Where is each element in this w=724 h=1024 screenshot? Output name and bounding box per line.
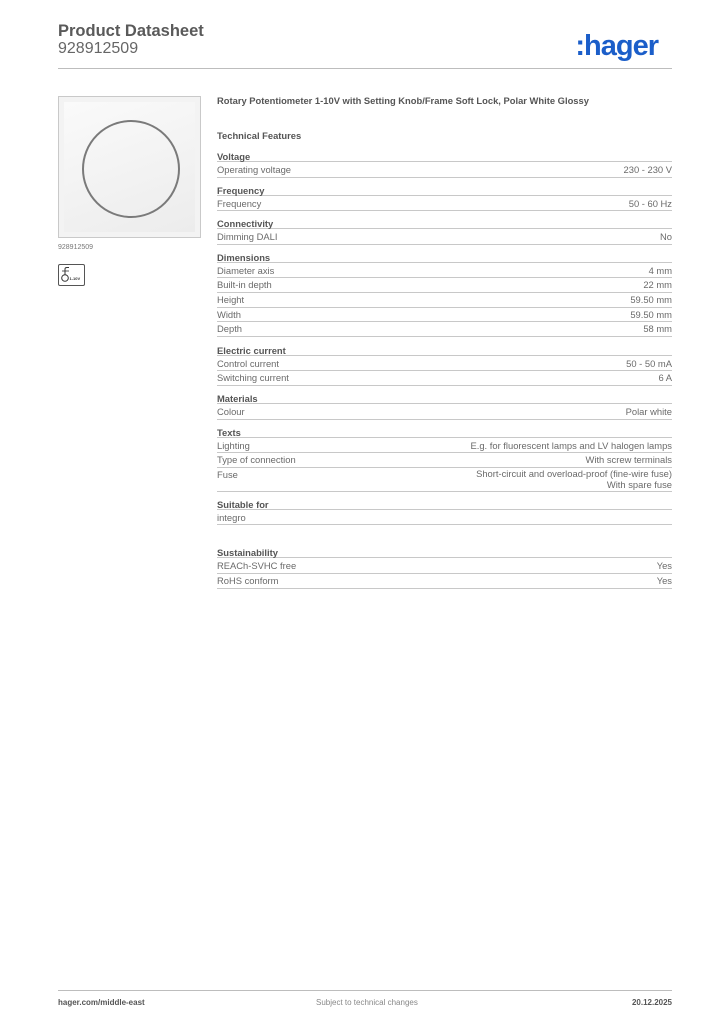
feature-row bbox=[217, 308, 672, 323]
section-6 bbox=[217, 427, 672, 492]
section-title: Frequency bbox=[217, 185, 672, 196]
feature-label: REACh-SVHC free bbox=[217, 560, 297, 572]
feature-value bbox=[626, 405, 672, 418]
feature-sections bbox=[217, 151, 672, 589]
product-image bbox=[58, 96, 201, 238]
feature-label: Lighting bbox=[217, 439, 250, 451]
feature-row bbox=[217, 511, 672, 526]
feature-row bbox=[217, 278, 672, 293]
technical-content bbox=[217, 95, 672, 589]
feature-label: Type of connection bbox=[217, 454, 296, 466]
feature-label: Switching current bbox=[217, 372, 289, 384]
feature-value bbox=[657, 559, 672, 572]
feature-value bbox=[476, 468, 672, 490]
feature-value-line: E.g. for fluorescent lamps and LV halogen lamps bbox=[470, 439, 672, 451]
page-header bbox=[58, 20, 672, 70]
feature-value bbox=[470, 439, 672, 452]
feature-value bbox=[649, 264, 672, 277]
feature-value bbox=[624, 163, 672, 176]
feature-value bbox=[660, 230, 672, 243]
feature-value bbox=[643, 322, 672, 335]
feature-label: Fuse bbox=[217, 468, 238, 480]
feature-value-line: 230 - 230 V bbox=[623, 164, 672, 175]
feature-label: Width bbox=[217, 308, 241, 320]
feature-row bbox=[217, 264, 672, 279]
feature-value-line: 59.50 mm bbox=[630, 293, 672, 305]
section-title: Texts bbox=[217, 427, 672, 438]
feature-value bbox=[626, 357, 672, 370]
feature-label: Diameter axis bbox=[217, 264, 275, 276]
feature-value-line: Short-circuit and overload-proof (fine-wire fuse) bbox=[476, 467, 672, 479]
feature-label: Built-in depth bbox=[217, 279, 272, 291]
feature-label: Frequency bbox=[217, 197, 262, 209]
section-8 bbox=[217, 547, 672, 588]
feature-value bbox=[586, 453, 672, 466]
feature-label: Control current bbox=[217, 357, 280, 369]
feature-value bbox=[630, 293, 672, 306]
feature-row bbox=[217, 468, 672, 492]
section-7 bbox=[217, 499, 672, 526]
section-4 bbox=[217, 345, 672, 386]
footer-website[interactable]: hager.com/middle-east bbox=[58, 998, 145, 1007]
feature-value-line: 4 mm bbox=[648, 264, 672, 276]
feature-row bbox=[217, 163, 672, 178]
feature-label: Dimming DALI bbox=[217, 231, 278, 243]
feature-label: integro bbox=[217, 511, 246, 523]
feature-value bbox=[643, 278, 672, 291]
feature-value-line: Yes bbox=[656, 574, 672, 586]
feature-row bbox=[217, 439, 672, 454]
document-title: Product Datasheet bbox=[58, 22, 204, 40]
feature-row bbox=[217, 322, 672, 337]
feature-row bbox=[217, 230, 672, 245]
feature-row bbox=[217, 405, 672, 420]
feature-label: Colour bbox=[217, 405, 245, 417]
section-5 bbox=[217, 393, 672, 420]
feature-value-line: 22 mm bbox=[643, 279, 672, 291]
feature-value-line: Yes bbox=[656, 560, 672, 572]
section-title: Connectivity bbox=[217, 218, 672, 229]
switch-plate bbox=[64, 102, 195, 232]
feature-value-line: 50 - 60 Hz bbox=[628, 197, 672, 209]
feature-label: RoHS conform bbox=[217, 574, 279, 586]
section-1 bbox=[217, 185, 672, 212]
feature-value-line: Polar white bbox=[625, 405, 672, 417]
section-title: Suitable for bbox=[217, 499, 672, 510]
product-name: Rotary Potentiometer 1-10V with Setting Knob/Frame Soft Lock, Polar White Glossy bbox=[217, 95, 589, 106]
feature-value bbox=[629, 197, 672, 210]
section-title: Voltage bbox=[217, 151, 672, 162]
section-2 bbox=[217, 218, 672, 245]
footer-date: 20.12.2025 bbox=[631, 998, 672, 1007]
document-number: 928912509 bbox=[58, 40, 139, 57]
feature-label: Depth bbox=[217, 323, 243, 335]
feature-value-line: 6 A bbox=[658, 372, 672, 384]
header-divider bbox=[58, 68, 672, 69]
feature-value-line: With screw terminals bbox=[585, 454, 672, 466]
feature-value-line: No bbox=[660, 231, 672, 243]
feature-value-line: 50 - 50 mA bbox=[626, 357, 672, 369]
feature-row bbox=[217, 357, 672, 372]
section-3 bbox=[217, 252, 672, 337]
feature-row bbox=[217, 293, 672, 308]
footer-divider bbox=[58, 990, 672, 991]
dimmer-1-10V-icon bbox=[58, 264, 85, 286]
section-0 bbox=[217, 151, 672, 178]
section-title: Electric current bbox=[217, 345, 672, 356]
footer-notice: Subject to technical changes bbox=[316, 998, 418, 1007]
feature-row bbox=[217, 453, 672, 468]
feature-row bbox=[217, 371, 672, 386]
svg-text:1-10V: 1-10V bbox=[69, 276, 81, 281]
feature-label: Operating voltage bbox=[217, 164, 292, 175]
features-title: Technical Features bbox=[217, 130, 302, 141]
feature-value bbox=[657, 574, 672, 587]
hager-logo: :hager bbox=[575, 30, 658, 62]
feature-value-line: 59.50 mm bbox=[630, 308, 672, 320]
section-title: Materials bbox=[217, 393, 672, 404]
feature-label: Height bbox=[217, 293, 245, 305]
section-title: Sustainability bbox=[217, 547, 672, 558]
section-title: Dimensions bbox=[217, 252, 672, 263]
feature-row bbox=[217, 574, 672, 589]
feature-value bbox=[630, 308, 672, 321]
feature-value-line: 58 mm bbox=[643, 323, 672, 335]
feature-value bbox=[658, 371, 672, 384]
feature-row bbox=[217, 559, 672, 574]
rotary-knob bbox=[82, 120, 180, 218]
feature-row bbox=[217, 197, 672, 212]
feature-value-line: With spare fuse bbox=[606, 478, 672, 490]
image-caption: 928912509 bbox=[58, 244, 94, 251]
